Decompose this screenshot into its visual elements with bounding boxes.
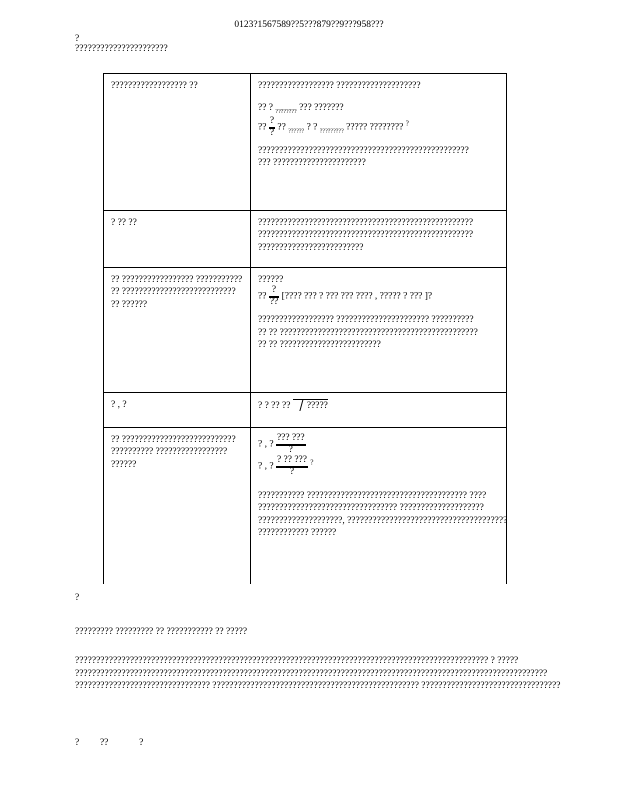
header-mark: ? bbox=[75, 34, 80, 44]
cell-text: ??????????? ?????????????????????????????????????? ???? bbox=[258, 491, 487, 501]
table-cell-left bbox=[104, 428, 251, 585]
cell-text: ?????????????????? ???????????????????? bbox=[258, 81, 421, 91]
cell-text: ?? ????????????????? ??????????? bbox=[111, 275, 243, 285]
formula-line: ? ? ?? ?? ????? bbox=[258, 401, 328, 411]
cell-text: ?? ?? ???????????????????????? bbox=[258, 340, 381, 351]
cell-text: ?? ?????? bbox=[111, 299, 148, 310]
footer-mark: ? bbox=[75, 738, 80, 748]
formula-line: ?? $\frac{?}{?}$ ?? $_{??????}$ ? ? $_{?????????}$ ????? ???????? ? bbox=[258, 116, 409, 138]
cell-text: ??????????????????????????????????????????????????? bbox=[258, 218, 474, 228]
fraction: $\frac{??? ???}{?}$ bbox=[276, 433, 305, 455]
fraction: $\frac{?}{?}$ bbox=[269, 116, 275, 138]
formula-line: ?? $\frac{?}{??}$ [???? ??? ? ??? ??? ???? , ????? ? ??? ]? bbox=[258, 285, 433, 307]
header-subtitle: ?????????????????????? bbox=[75, 44, 168, 54]
table-cell-left bbox=[104, 268, 251, 393]
cell-text: ?????????? ????????????????? bbox=[111, 447, 228, 458]
cell-text: ??? ?????????????????????? bbox=[258, 158, 366, 169]
cell-text: ?????????????????? ?????????????????????? ?????????? bbox=[258, 315, 474, 326]
table-cell-right bbox=[251, 393, 507, 428]
table-cell-left bbox=[104, 211, 251, 268]
table-row bbox=[104, 268, 507, 393]
cell-text: ?? ??????????????????????????? bbox=[111, 287, 236, 298]
table-cell-right bbox=[251, 268, 507, 393]
table-cell-right bbox=[251, 428, 507, 585]
cell-text: ?? ??????????????????????????? bbox=[111, 435, 236, 445]
cell-text: ????????????????????????????????? ???????????????????? bbox=[258, 503, 484, 514]
footer-mark: ?? bbox=[99, 738, 109, 748]
formula-line: ?? ? $_{????????}$ ??? ??????? bbox=[258, 103, 344, 116]
cell-text: ? ?? ?? bbox=[111, 218, 137, 228]
formula-line: ? , ? $\frac{? ?? ???}{?}$ ? bbox=[258, 455, 314, 477]
table-cell-right bbox=[251, 74, 507, 211]
footer-line bbox=[75, 738, 143, 749]
fraction: $\frac{?}{??}$ bbox=[269, 285, 279, 307]
cell-text: ?????????????????? ?? bbox=[111, 81, 198, 91]
table-row bbox=[104, 74, 507, 211]
table-cell-right bbox=[251, 211, 507, 268]
body-paragraph: ?????????????????????????????????????????????????????????????????????????????????????????????????? ? ????? ???????????????????????????????????????????????????????????????????????????????????????????????????????????????? ???????????????????????????????? ????????????????????????????????????????????????? ????????????????????????????????? bbox=[75, 656, 561, 692]
table-row bbox=[104, 211, 507, 268]
cell-text: ??????????????????????????????????????????????????? bbox=[258, 230, 474, 241]
table-row bbox=[104, 393, 507, 428]
formula-line: ? , ? $\frac{??? ???}{?}$ bbox=[258, 433, 305, 455]
table-row bbox=[104, 428, 507, 585]
cell-text: ?????????????????????????????????????????????????? bbox=[258, 146, 469, 157]
table-cell-left bbox=[104, 393, 251, 428]
after-table-mark: ? bbox=[75, 593, 80, 603]
footer-mark: ? bbox=[139, 738, 144, 748]
section-title: ????????? ????????? ?? ??????????? ?? ????? bbox=[75, 627, 248, 637]
cell-text: ????????????????????, ?????????????????????????????????????? bbox=[258, 515, 508, 526]
cell-text: ????????????????????????? bbox=[258, 242, 364, 253]
running-head: 0123?1567589??5???879??9???958??? bbox=[234, 20, 384, 30]
fraction: $\frac{? ?? ???}{?}$ bbox=[276, 455, 307, 477]
content-table bbox=[103, 73, 507, 584]
cell-text: ???????????? ?????? bbox=[258, 528, 337, 539]
cell-text: ?????? bbox=[258, 275, 284, 285]
cell-text: ?????? bbox=[111, 459, 137, 470]
sqrt-expression: ????? bbox=[293, 399, 328, 412]
table-cell-left bbox=[104, 74, 251, 211]
cell-text: ? , ? bbox=[111, 400, 127, 410]
cell-text: ?? ?? ??????????????????????????????????????????????? bbox=[258, 327, 478, 338]
